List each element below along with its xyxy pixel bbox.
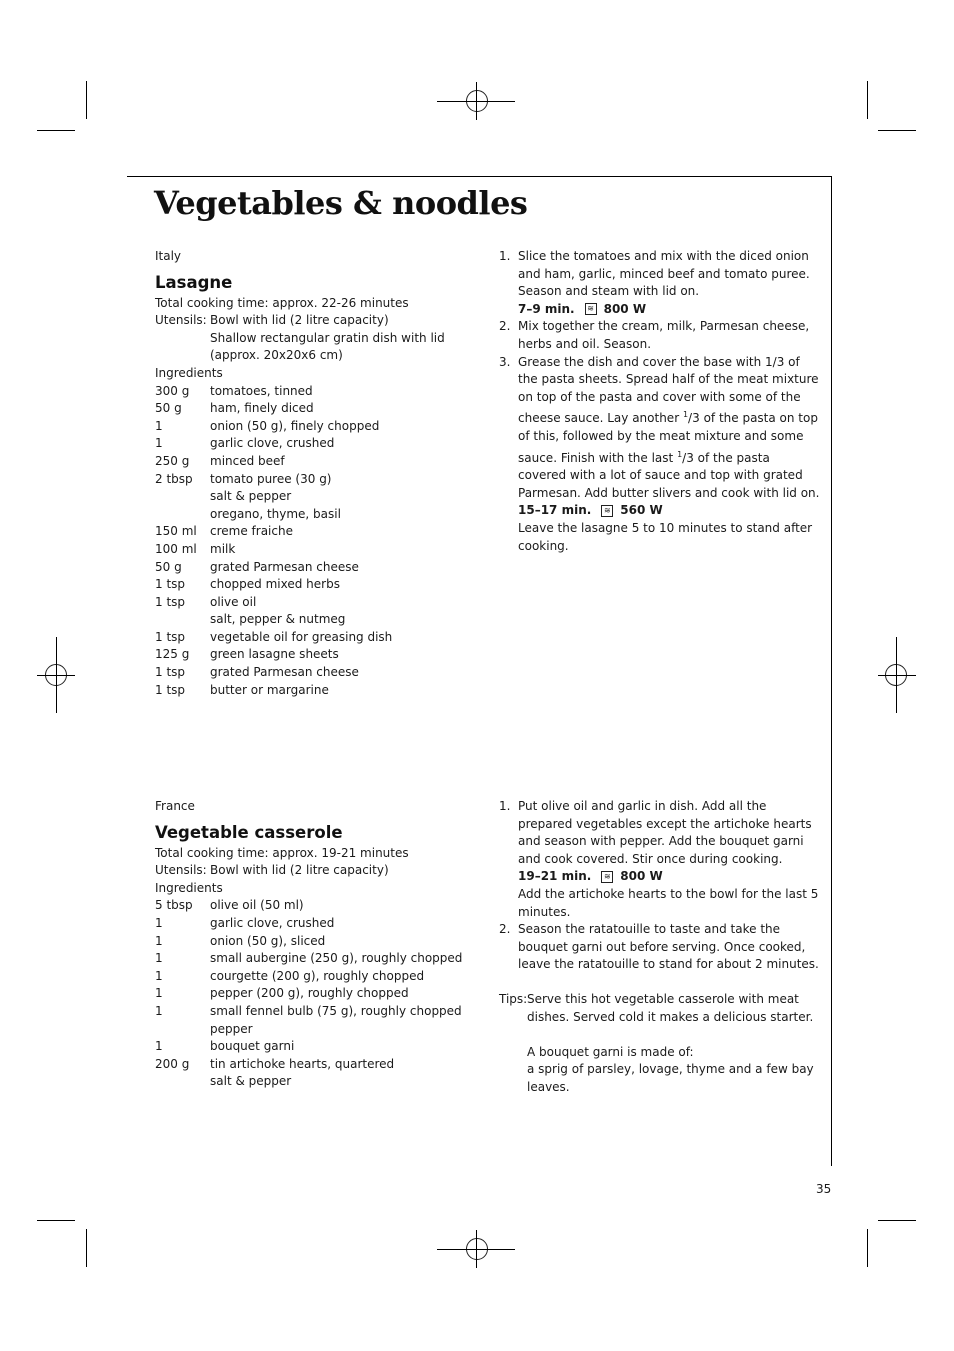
ingredient-row: 50 g grated Parmesan cheese <box>155 559 359 574</box>
cook-setting: 19–21 min. ≋ 800 W <box>518 869 663 884</box>
ingredient-row: 1 tsp vegetable oil for greasing dish <box>155 629 393 644</box>
utensil-item: Shallow rectangular gratin dish with lid <box>210 330 445 345</box>
casserole-method <box>499 798 821 1097</box>
frame-right-rule <box>831 176 832 1166</box>
ingredient-row: 150 ml creme fraiche <box>155 524 293 539</box>
casserole-recipe <box>155 798 475 1091</box>
ingredient-row: 1 tsp butter or margarine <box>155 682 329 697</box>
ingredient-row: 1 garlic clove, crushed <box>155 915 335 930</box>
ingredients-heading: Ingredients <box>155 365 223 380</box>
ingredient-row: 250 g minced beef <box>155 453 285 468</box>
cooking-time: Total cooking time: approx. 22-26 minutes <box>155 295 409 310</box>
ingredient-row: 50 g ham, finely diced <box>155 401 314 416</box>
utensils <box>155 312 475 365</box>
ingredient-list <box>155 897 475 1091</box>
standing-note: Leave the lasagne 5 to 10 minutes to stand after cooking. <box>518 520 813 553</box>
method-step: 2. Mix together the cream, milk, Parmesan cheese, herbs and oil. Season. <box>499 319 810 351</box>
ingredient-row: 200 g tin artichoke hearts, quartered <box>155 1056 395 1071</box>
cooking-time: Total cooking time: approx. 19-21 minutes <box>155 845 409 860</box>
ingredient-row: 1 bouquet garni <box>155 1039 295 1054</box>
frame-top-rule <box>127 176 832 177</box>
recipe-country: Italy <box>155 249 182 263</box>
ingredient-row: 1 courgette (200 g), roughly chopped <box>155 968 425 983</box>
utensil-item: Bowl with lid (2 litre capacity) <box>210 313 389 328</box>
ingredient-row: 1 tsp grated Parmesan cheese <box>155 665 359 680</box>
cook-setting: 15–17 min. ≋ 560 W <box>518 503 663 518</box>
page-title: Vegetables & noodles <box>154 184 528 222</box>
utensils-label: Utensils: <box>155 313 207 328</box>
ingredient-row: 100 ml milk <box>155 541 236 556</box>
tips <box>499 991 821 1097</box>
ingredients-heading: Ingredients <box>155 880 223 895</box>
ingredient-row: 300 g tomatoes, tinned <box>155 383 313 398</box>
ingredient-row: salt & pepper <box>210 489 292 504</box>
step-note: Add the artichoke hearts to the bowl for the last 5 minutes. <box>518 886 819 919</box>
microwave-icon: ≋ <box>601 505 613 517</box>
method-step: 1. Slice the tomatoes and mix with the diced onion and ham, garlic, minced beef and tomato puree. Season and steam with lid on. 7–9 min. ≋ 800 W <box>499 248 821 318</box>
recipe-title: Vegetable casserole <box>155 822 343 842</box>
recipe-title: Lasagne <box>155 272 233 292</box>
cook-setting: 7–9 min. ≋ 800 W <box>518 301 647 316</box>
fraction: $^1$/3 <box>682 410 700 426</box>
ingredient-row: 1 pepper (200 g), roughly chopped <box>155 986 409 1001</box>
microwave-icon: ≋ <box>585 303 597 315</box>
method-step: 3. Grease the dish and cover the base with 1/3 of the pasta sheets. Spread half of the meat mixture on top of the pasta and cover with some of the cheese sauce. Lay another $^1$/3 of the pasta on top of this, followed by the meat mixture and some sauce. Finish with the last $^1$/3 of the pasta covered with a lot of sauce and top with grated Parmesan. Add butter slivers and cook with lid on. 15–17 min. ≋ 560 W Leave the lasagne 5 to 10 minutes to stand after cooking. <box>499 354 821 556</box>
ingredient-row: salt & pepper <box>210 1074 292 1089</box>
ingredient-row: 1 onion (50 g), sliced <box>155 933 326 948</box>
method-step: 2. Season the ratatouille to taste and take the bouquet garni out before serving. Once cooked, leave the ratatouille to stand for about 2 minutes. <box>499 922 819 972</box>
ingredient-row: 1 small aubergine (250 g), roughly chopped <box>155 951 463 966</box>
ingredient-row: 1 garlic clove, crushed <box>155 436 335 451</box>
tips-label: Tips: <box>499 991 528 1006</box>
tip-text: a sprig of parsley, lovage, thyme and a few bay leaves. <box>527 1062 814 1094</box>
ingredient-list <box>155 383 475 700</box>
utensil-item: (approx. 20x20x6 cm) <box>210 348 343 363</box>
ingredient-row: salt, pepper & nutmeg <box>210 612 346 627</box>
ingredient-row: 1 small fennel bulb (75 g), roughly chopped <box>155 1003 462 1018</box>
utensils-label: Utensils: <box>155 863 207 878</box>
tip-text: A bouquet garni is made of: <box>527 1044 694 1059</box>
lasagne-method <box>499 248 821 555</box>
lasagne-recipe <box>155 248 475 699</box>
ingredient-row: 2 tbsp tomato puree (30 g) <box>155 471 332 486</box>
ingredient-row: 1 onion (50 g), finely chopped <box>155 418 380 433</box>
fraction: $^1$/3 <box>677 449 694 465</box>
recipe-country: France <box>155 799 195 813</box>
tip-text: Serve this hot vegetable casserole with meat dishes. Served cold it makes a delicious starter. <box>527 991 814 1024</box>
ingredient-row: 5 tbsp olive oil (50 ml) <box>155 898 304 913</box>
utensils <box>155 862 475 880</box>
ingredient-row: 1 tsp chopped mixed herbs <box>155 577 340 592</box>
utensil-item: Bowl with lid (2 litre capacity) <box>210 863 389 878</box>
ingredient-row: oregano, thyme, basil <box>210 506 341 521</box>
ingredient-row: 1 tsp olive oil <box>155 594 257 609</box>
method-step: 1. Put olive oil and garlic in dish. Add all the prepared vegetables except the artichoke hearts and season with pepper. Add the bouquet garni and cook covered. Stir once during cooking. 19–21 min. ≋ 800 W Add the artichoke hearts to the bowl for the last 5 minutes. <box>499 798 821 921</box>
ingredient-row: 125 g green lasagne sheets <box>155 647 339 662</box>
page-number: 35 <box>816 1182 832 1196</box>
ingredient-row: pepper <box>210 1021 253 1036</box>
microwave-icon: ≋ <box>601 871 613 883</box>
